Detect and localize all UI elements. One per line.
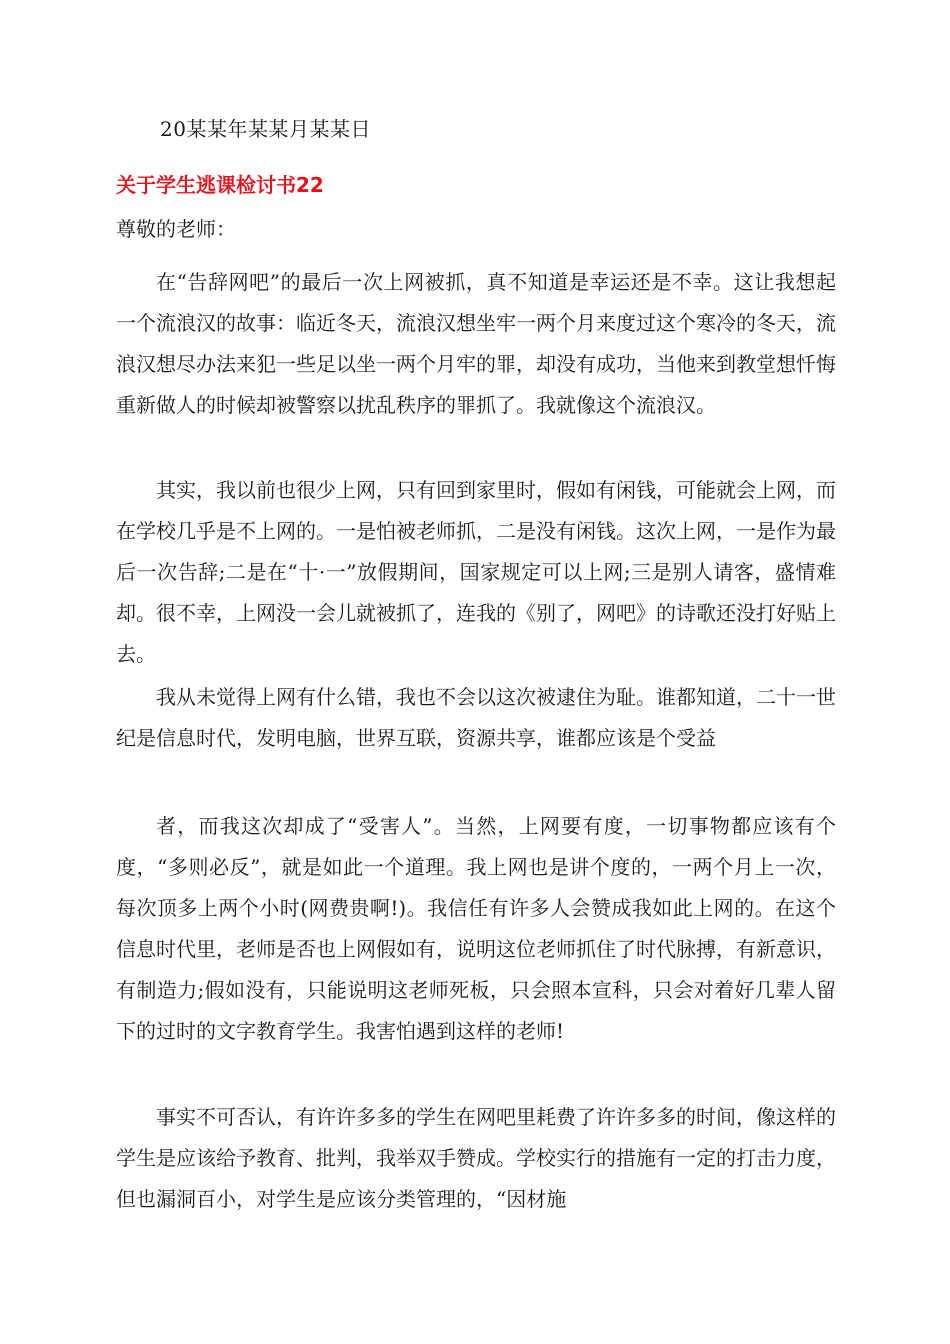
document-title: 关于学生逃课检讨书22 [116, 173, 324, 197]
paragraph: 其实，我以前也很少上网，只有回到家里时，假如有闲钱，可能就会上网，而在学校几乎是不上网的。一是怕被老师抓，二是没有闲钱。这次上网，一是作为最后一次告辞;二是在“十·一”放假期间，国家规定可以上网;三是别人请客，盛情难却。很不幸，上网没一会儿就被抓了，连我的《别了，网吧》的诗歌还没打好贴上去。 [116, 478, 836, 666]
salutation: 尊敬的老师： [116, 217, 236, 241]
paragraph: 在“告辞网吧”的最后一次上网被抓，真不知道是幸运还是不幸。这让我想起一个流浪汉的故事：临近冬天，流浪汉想坐牢一两个月来度过这个寒冷的冬天，流浪汉想尽办法来犯一些足以坐一两个月牢的罪，却没有成功，当他来到教堂想忏悔重新做人的时候却被警察以扰乱秩序的罪抓了。我就像这个流浪汉。 [116, 270, 836, 417]
date-line: 20某某年某某月某某日 [160, 117, 371, 141]
paragraph: 我从未觉得上网有什么错，我也不会以这次被逮住为耻。谁都知道，二十一世纪是信息时代，发明电脑，世界互联，资源共享，谁都应该是个受益 [116, 685, 836, 750]
paragraph: 者，而我这次却成了“受害人”。当然，上网要有度，一切事物都应该有个度，“多则必反”，就是如此一个道理。我上网也是讲个度的，一两个月上一次，每次顶多上两个小时(网费贵啊!)。我信任有许多人会赞成我如此上网的。在这个信息时代里，老师是否也上网假如有，说明这位老师抓住了时代脉搏，有新意识，有制造力;假如没有，只能说明这老师死板，只会照本宣科，只会对着好几辈人留下的过时的文字教育学生。我害怕遇到这样的老师! [116, 814, 836, 1043]
paragraph: 事实不可否认，有许许多多的学生在网吧里耗费了许许多多的时间，像这样的学生是应该给予教育、批判，我举双手赞成。学校实行的措施有一定的打击力度，但也漏洞百小，对学生是应该分类管理的，“因材施 [116, 1105, 836, 1211]
